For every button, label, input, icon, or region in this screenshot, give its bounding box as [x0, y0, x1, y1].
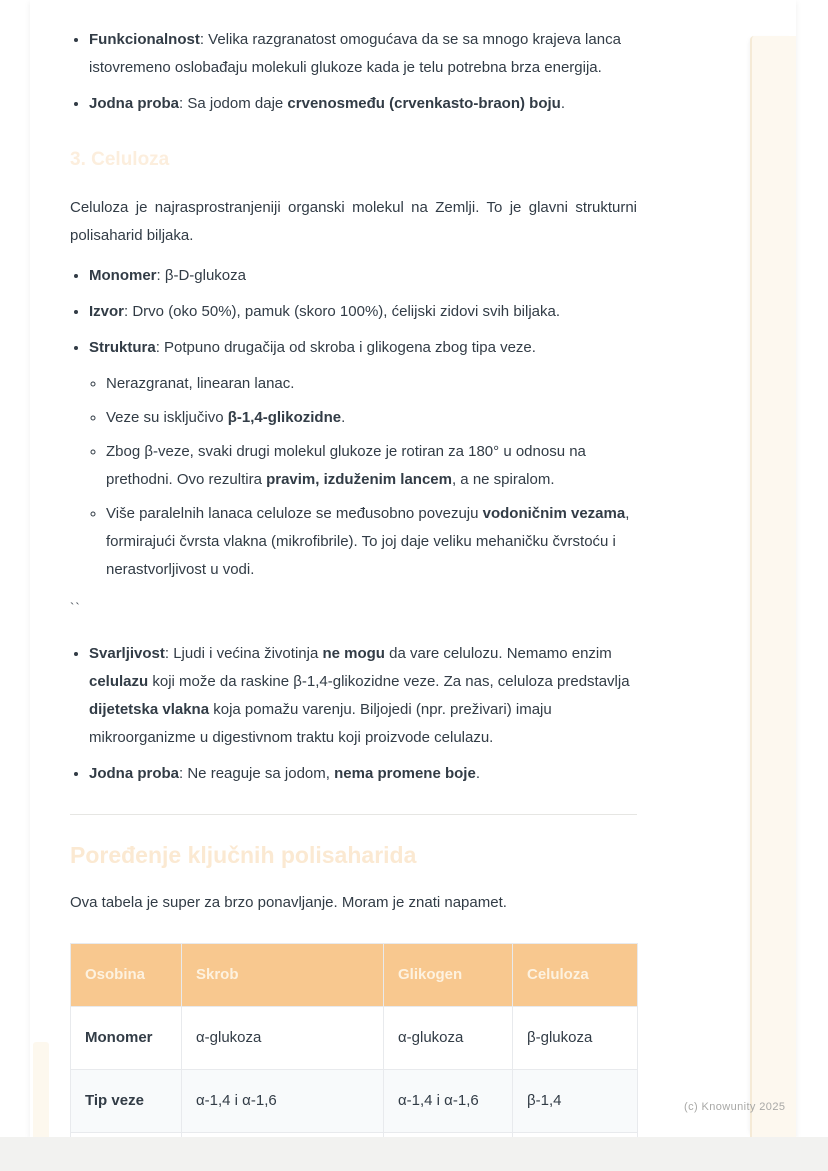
struktura-sublist	[89, 370, 637, 584]
sublist-item-text: Nerazgranat, linearan lanac.	[106, 375, 295, 392]
bullet-list-celuloza	[70, 262, 637, 584]
list-item	[89, 262, 637, 290]
celuloza-intro-paragraph: Celuloza je najrasprostranjeniji organski molekul na Zemlji. To je glavni strukturni polisaharid biljaka.	[70, 199, 637, 244]
list-item	[89, 90, 637, 118]
comparison-intro-paragraph: Ova tabela je super za brzo ponavljanje. Moram je znati napamet.	[70, 894, 507, 911]
list-item	[89, 334, 637, 584]
table-cell: α-glukoza	[182, 1007, 384, 1070]
sublist-item-text: Više paralelnih lanaca celuloze se međusobno povezuju vodoničnim vezama, formirajući čvrsta vlakna (mikrofibrile). To joj daje veliku mehaničku čvrstoću i nerastvorljivost u vodi.	[106, 505, 630, 578]
table-cell: α-1,4 i α-1,6	[182, 1070, 384, 1133]
sublist-item-text: Veze su isključivo β-1,4-glikozidne.	[106, 409, 346, 426]
sublist-item	[106, 500, 637, 584]
table-cell: β-glukoza	[513, 1007, 638, 1070]
bullet-list-top	[70, 26, 637, 118]
page-content	[70, 0, 637, 1137]
list-item	[89, 26, 637, 82]
table-row	[71, 1070, 638, 1133]
sublist-item	[106, 404, 637, 432]
page-corner-edge	[33, 1042, 49, 1137]
list-item	[89, 760, 637, 788]
document-page	[30, 0, 796, 1137]
list-item-text: Funkcionalnost: Velika razgranatost omogućava da se sa mnogo krajeva lanca istovremeno oslobađaju molekuli glukoze kada je telu potrebna brza energija.	[89, 31, 621, 76]
table-header-cell: Osobina	[71, 944, 182, 1007]
bullet-list-svarljivost	[70, 640, 637, 788]
viewer-background	[0, 1137, 828, 1171]
list-item	[89, 298, 637, 326]
table-cell: β-1,4	[513, 1070, 638, 1133]
list-item-text: Struktura: Potpuno drugačija od skroba i glikogena zbog tipa veze.	[89, 339, 536, 356]
table-row	[71, 1007, 638, 1070]
comparison-table	[70, 943, 638, 1137]
list-item-text: Monomer: β-D-glukoza	[89, 267, 246, 284]
list-item-text: Svarljivost: Ljudi i većina životinja ne mogu da vare celulozu. Nemamo enzim celulazu koji može da raskine β-1,4-glikozidne veze. Za nas, celuloza predstavlja dijetetska vlakna koja pomažu varenju. Biljojedi (npr. preživari) imaju mikroorganizme u digestivnom traktu koji proizvode celulazu.	[89, 645, 630, 746]
table-header-cell: Skrob	[182, 944, 384, 1007]
table-header-cell: Glikogen	[384, 944, 513, 1007]
sublist-item-text: Zbog β-veze, svaki drugi molekul glukoze je rotiran za 180° u odnosu na prethodni. Ovo rezultira pravim, izduženim lancem, a ne spiralom.	[106, 443, 586, 488]
list-item-text: Jodna proba: Ne reaguje sa jodom, nema promene boje.	[89, 765, 480, 782]
table-header-row	[71, 944, 638, 1007]
table-cell: α-1,4 i α-1,6	[384, 1070, 513, 1133]
table-cell: α-glukoza	[384, 1007, 513, 1070]
sublist-item	[106, 438, 637, 494]
table-cell: Monomer	[71, 1007, 182, 1070]
sublist-item	[106, 370, 637, 398]
list-item-text: Izvor: Drvo (oko 50%), pamuk (skoro 100%), ćelijski zidovi svih biljaka.	[89, 303, 561, 320]
section-heading-celuloza: 3. Celuloza	[70, 149, 170, 170]
list-item-text: Jodna proba: Sa jodom daje crvenosmeđu (crvenkasto-braon) boju.	[89, 95, 565, 112]
section-heading-poredjenje: Poređenje ključnih polisaharida	[70, 842, 417, 868]
stray-backticks: ``	[70, 600, 81, 615]
spacer	[70, 616, 637, 640]
list-item	[89, 640, 637, 752]
next-page-edge	[750, 36, 796, 1137]
table-header-cell: Celuloza	[513, 944, 638, 1007]
section-divider	[70, 814, 637, 815]
table-cell: Tip veze	[71, 1070, 182, 1133]
watermark: (c) Knowunity 2025	[684, 1101, 786, 1113]
